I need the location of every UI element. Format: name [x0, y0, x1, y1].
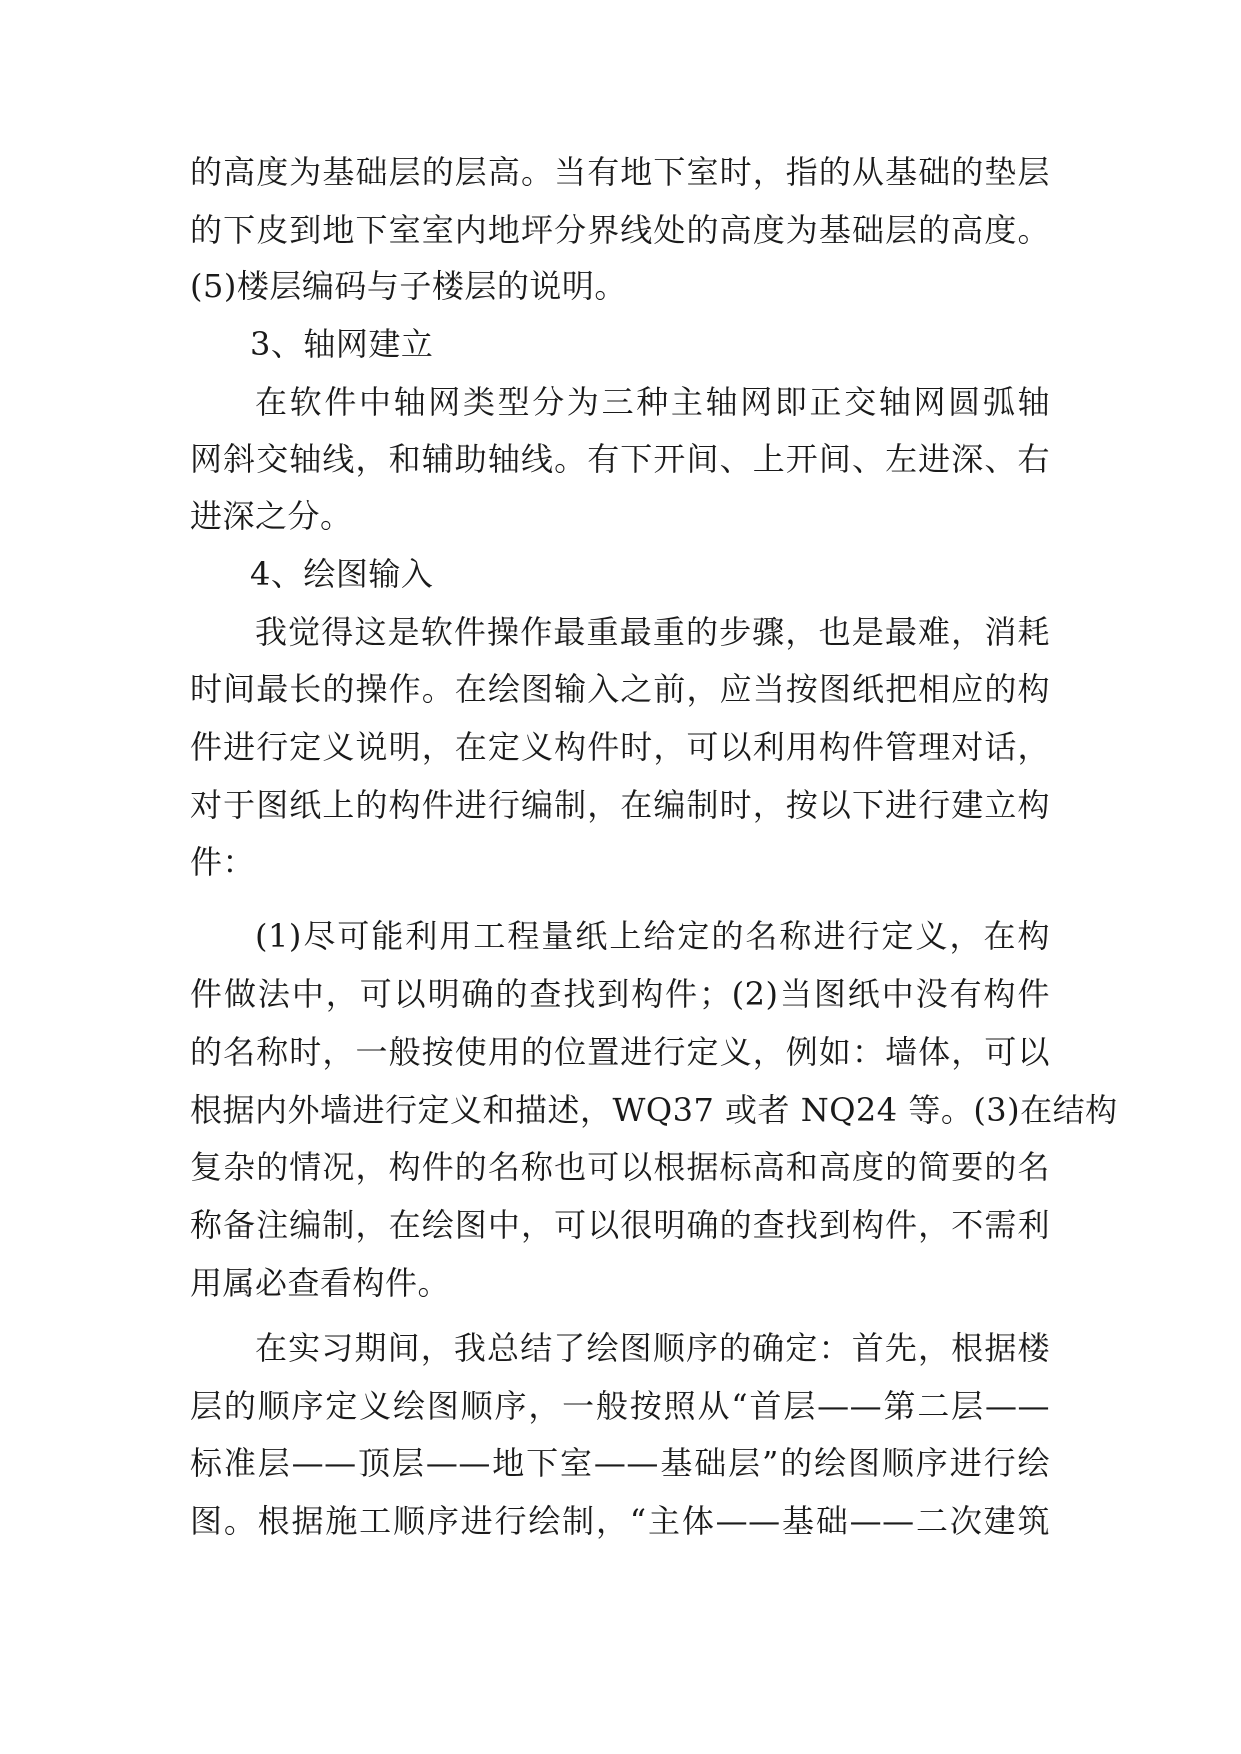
section-heading: 4、绘图输入	[250, 555, 434, 593]
text-line: 对于图纸上的构件进行编制，在编制时，按以下进行建立构	[190, 786, 1050, 824]
text-line: 根据内外墙进行定义和描述，WQ37 或者 NQ24 等。(3)在结构	[190, 1091, 1118, 1129]
text-line: 标准层——顶层——地下室——基础层”的绘图顺序进行绘	[190, 1444, 1050, 1482]
text-line: 在实习期间，我总结了绘图顺序的确定：首先，根据楼	[255, 1329, 1050, 1367]
text-line: 复杂的情况，构件的名称也可以根据标高和高度的简要的名	[190, 1148, 1050, 1186]
text-line: 称备注编制，在绘图中，可以很明确的查找到构件，不需利	[190, 1206, 1050, 1244]
section-heading: 3、轴网建立	[250, 325, 434, 363]
text-line: 件进行定义说明，在定义构件时，可以利用构件管理对话，	[190, 728, 1050, 766]
text-line: 用属必查看构件。	[190, 1264, 451, 1302]
text-line: 件做法中，可以明确的查找到构件；(2)当图纸中没有构件	[190, 975, 1050, 1013]
text-line: 件：	[190, 843, 256, 881]
text-line: 的高度为基础层的层高。当有地下室时，指的从基础的垫层	[190, 153, 1050, 191]
text-line: (1)尽可能利用工程量纸上给定的名称进行定义，在构	[255, 917, 1050, 955]
text-line: 的下皮到地下室室内地坪分界线处的高度为基础层的高度。	[190, 211, 1050, 249]
text-line: 在软件中轴网类型分为三种主轴网即正交轴网圆弧轴	[255, 383, 1050, 421]
text-line: 网斜交轴线，和辅助轴线。有下开间、上开间、左进深、右	[190, 440, 1050, 478]
text-line: 图。根据施工顺序进行绘制，“主体——基础——二次建筑	[190, 1502, 1050, 1540]
text-line: 的名称时，一般按使用的位置进行定义，例如：墙体，可以	[190, 1033, 1050, 1071]
text-line: 进深之分。	[190, 497, 353, 535]
text-line: 层的顺序定义绘图顺序，一般按照从“首层——第二层——	[190, 1387, 1050, 1425]
text-line: 时间最长的操作。在绘图输入之前，应当按图纸把相应的构	[190, 670, 1050, 708]
text-line: (5)楼层编码与子楼层的说明。	[190, 267, 627, 305]
text-line: 我觉得这是软件操作最重最重的步骤，也是最难，消耗	[255, 613, 1050, 651]
